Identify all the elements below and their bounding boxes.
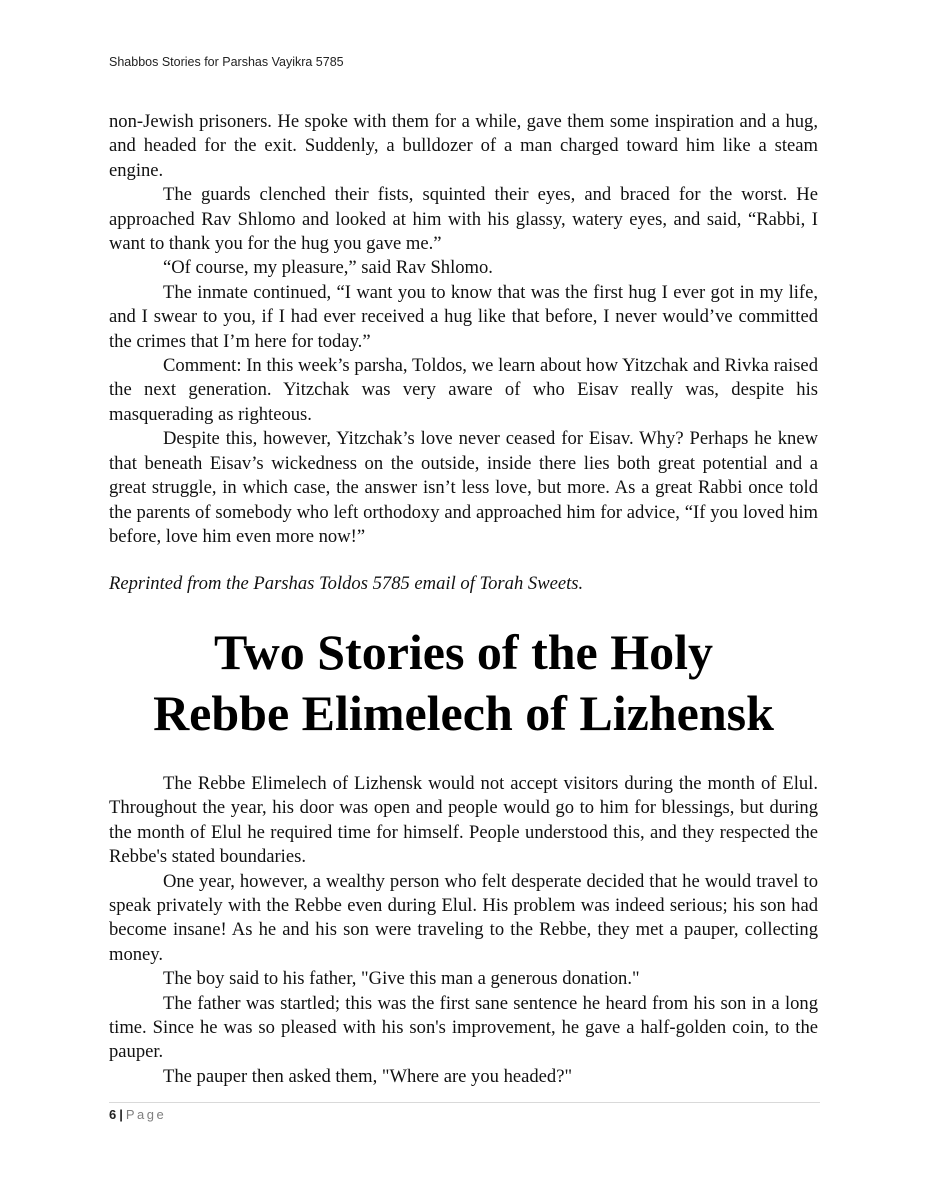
- paragraph: One year, however, a wealthy person who felt desperate decided that he would travel to speak privately with the Rebbe even during Elul. His problem was indeed serious; his son had become insane! As he and his son were traveling to the Rebbe, they met a pauper, collecting money.: [109, 870, 818, 965]
- footer-divider: [109, 1102, 820, 1103]
- page-label: Page: [125, 1107, 167, 1122]
- paragraph: The boy said to his father, "Give this man a generous donation.": [163, 968, 640, 990]
- story-one-body: [109, 110, 818, 549]
- page-footer: [109, 1107, 166, 1122]
- source-note: Reprinted from the Parshas Toldos 5785 email of Torah Sweets.: [109, 573, 584, 594]
- title-line-2: Rebbe Elimelech of Lizhensk: [153, 685, 774, 741]
- paragraph: The father was startled; this was the first sane sentence he heard from his son in a long time. Since he was so pleased with his son's improvement, he gave a half-golden coin, to the pauper.: [109, 992, 818, 1063]
- paragraph: The Rebbe Elimelech of Lizhensk would not accept visitors during the month of Elul. Throughout the year, his door was open and people would go to him for blessings, but during the month of Elul he required time for himself. People understood this, and they respected the Rebbe's stated boundaries.: [109, 773, 818, 868]
- paragraph: Despite this, however, Yitzchak’s love never ceased for Eisav. Why? Perhaps he knew that beneath Eisav’s wickedness on the outside, inside there lies both great potential and a great struggle, in which case, the answer isn’t less love, but more. As a great Rabbi once told the parents of somebody who left orthodoxy and approached him for advice, “If you loved him before, love him even more now!”: [109, 428, 818, 547]
- article-title: [60, 622, 867, 744]
- paragraph: “Of course, my pleasure,” said Rav Shlomo.: [163, 257, 493, 279]
- title-line-1: Two Stories of the Holy: [213, 624, 714, 680]
- paragraph: The inmate continued, “I want you to know that was the first hug I ever got in my life, and I swear to you, if I had ever received a hug like that before, I never would’ve committed the crimes that I’m here for today.”: [109, 281, 818, 352]
- paragraph: Comment: In this week’s parsha, Toldos, we learn about how Yitzchak and Rivka raised the next generation. Yitzchak was very aware of who Eisav really was, despite his masquerading as righteous.: [109, 355, 818, 425]
- paragraph: non-Jewish prisoners. He spoke with them for a while, gave them some inspiration and a hug, and headed for the exit. Suddenly, a bulldozer of a man charged toward him like a steam engine.: [109, 111, 818, 181]
- story-two-body: [109, 772, 818, 1089]
- running-header: Shabbos Stories for Parshas Vayikra 5785: [109, 55, 344, 69]
- page-number: 6: [109, 1107, 117, 1122]
- paragraph: The pauper then asked them, "Where are you headed?": [163, 1065, 573, 1087]
- footer-separator: |: [119, 1107, 123, 1122]
- paragraph: The guards clenched their fists, squinted their eyes, and braced for the worst. He approached Rav Shlomo and looked at him with his glassy, watery eyes, and said, “Rabbi, I want to thank you for the hug you gave me.”: [109, 184, 818, 255]
